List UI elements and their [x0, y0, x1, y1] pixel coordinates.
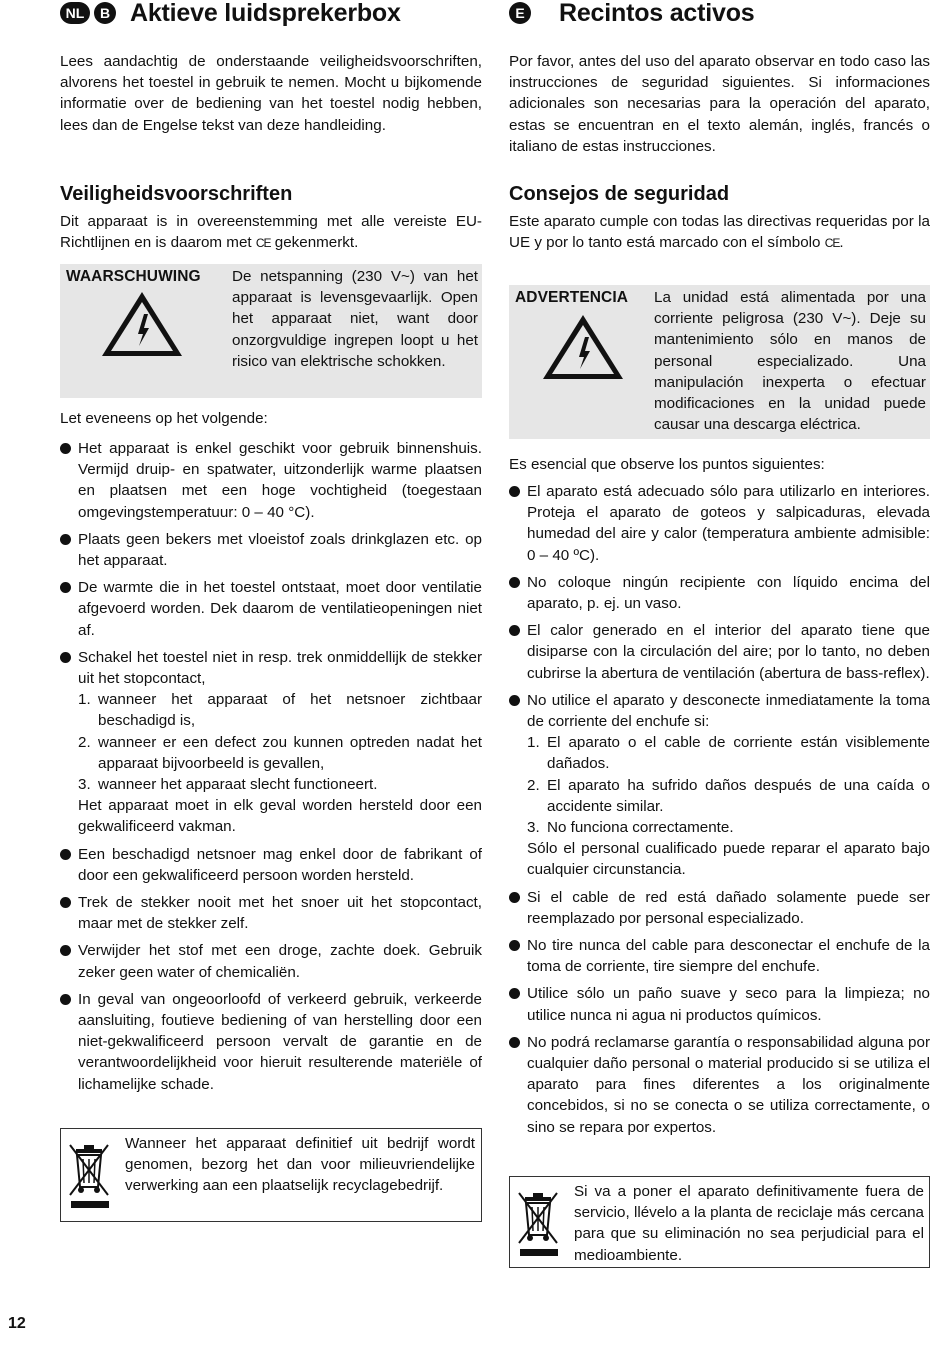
safety-list: [509, 481, 930, 1144]
list-item: Si el cable de red está dañado solamente puede ser reemplazado por personal especializado.: [509, 887, 930, 929]
list-item: In geval van ongeoorloofd of verkeerd gebruik, verkeerde aansluiting, foutieve bediening of van herstelling door een niet-gekwalificeerd persoon vervalt de garantie en de verantwoordelijkheid voor hieruit resulterende materiële of lichamelijke schade.: [60, 989, 482, 1095]
language-badge-e: E: [509, 2, 531, 24]
note-text: Es esencial que observe los puntos siguientes:: [509, 456, 825, 473]
high-voltage-warning-icon: [98, 288, 186, 360]
bullet-icon: [509, 940, 520, 951]
high-voltage-warning-icon: [539, 311, 627, 383]
list-item: De warmte die in het toestel ontstaat, moet door ventilatie afgevoerd worden. Dek daarom de ventilatieopeningen niet af.: [60, 577, 482, 641]
sub-list-item: 3. No funciona correctamente.: [527, 819, 734, 837]
list-item: Utilice sólo un paño suave y seco para la limpieza; no utilice nunca ni agua ni productos químicos.: [509, 983, 930, 1025]
bullet-icon: [60, 849, 71, 860]
warning-text: De netspanning (230 V~) van het apparaat is levensgevaarlijk. Open het apparaat niet, want door onzorgvuldige ingrepen loopt u het risico van elektrische schokken.: [232, 268, 478, 370]
list-item: Het apparaat is enkel geschikt voor gebruik binnenshuis. Vermijd druip- en spatwater, uitzonderlijk warme plaatsen en plaatsen met een hoge vochtigheid (toegestaan omgevingstemperatuur: 0 – 40 °C).: [60, 438, 482, 523]
sub-list-item: 2. wanneer er een defect zou kunnen optreden nadat het apparaat bijvoorbeeld is gevallen,: [78, 733, 482, 772]
list-item: Verwijder het stof met een droge, zachte doek. Gebruik zeker geen water of chemicaliën.: [60, 940, 482, 982]
sub-list-item: 3. wanneer het apparaat slecht functioneert.: [78, 776, 378, 794]
disposal-notice: [509, 1176, 930, 1268]
conformity-text: [60, 211, 482, 254]
sub-list-after: Sólo el personal cualificado puede reparar el aparato bajo cualquier circunstancia.: [527, 840, 930, 879]
intro-text: Por favor, antes del uso del aparato observar en todo caso las instrucciones de seguridad siguientes. Si informaciones adicionales son necesarias para la operación del aparato, estas se encuentran en el texto alemán, inglés, francés o italiano de estas instrucciones.: [509, 53, 930, 155]
conformity-end: .: [839, 234, 844, 252]
note-text: Let eveneens op het volgende:: [60, 410, 268, 427]
list-item: No tire nunca del cable para desconectar el enchufe de la toma de corriente, tire siempre del enchufe.: [509, 935, 930, 977]
sub-list: [527, 732, 930, 838]
warning-text: La unidad está alimentada por una corriente peligrosa (230 V~). Deje su mantenimiento sólo en manos de personal especializado. Una manipulación inexperta o efectuar modificaciones en la unidad puede causar una descarga eléctrica.: [654, 289, 926, 434]
warning-label: ADVERTENCIA: [515, 289, 629, 306]
sub-list-after: Het apparaat moet in elk geval worden hersteld door een gekwalificeerd vakman.: [78, 797, 482, 836]
bullet-icon: [509, 1037, 520, 1048]
list-item: Trek de stekker nooit met het snoer uit het stopcontact, maar met de stekker zelf.: [60, 892, 482, 934]
conformity-statement: Dit apparaat is in overeenstemming met alle vereiste EU-Richtlijnen en is daarom met: [60, 213, 482, 252]
section-header-dutch: [60, 0, 401, 26]
list-item: El aparato está adecuado sólo para utilizarlo en interiores. Proteja el aparato de goteos y salpicaduras, elevada humedad del aire y calor (temperatura ambiente admisible: 0 – 40 ºC).: [509, 481, 930, 566]
safety-list: [60, 438, 482, 1101]
section-header-spanish: [509, 0, 754, 26]
bullet-icon: [60, 945, 71, 956]
crossed-wheelie-bin-icon: [516, 1185, 562, 1263]
disposal-text: Wanneer het apparaat definitief uit bedrijf wordt genomen, bezorg het dan voor milieuvriendelijke verwerking aan een plaatselijk recyclagebedrijf.: [125, 1135, 475, 1195]
ce-mark: CE: [824, 236, 840, 251]
ce-mark: CE: [255, 236, 271, 251]
sub-list-item: 2. El aparato ha sufrido daños después de una caída o accidente similar.: [527, 776, 930, 815]
page-title-dutch: Aktieve luidsprekerbox: [130, 0, 401, 27]
list-item: Schakel het toestel niet in resp. trek onmiddellijk de stekker uit het stopcontact, 1. wanneer het apparaat of het netsnoer zichtbaar beschadigd is, 2. wanneer er een defect zou kunnen optreden nadat het apparaat bijvoorbeeld is gevallen, 3. wanneer het apparaat slecht functioneert. Het apparaat moet in elk geval worden hersteld door een gekwalificeerd vakman.: [60, 647, 482, 838]
list-item: Een beschadigd netsnoer mag enkel door de fabrikant of door een gekwalificeerd persoon worden hersteld.: [60, 844, 482, 886]
bullet-icon: [509, 988, 520, 999]
bullet-icon: [60, 994, 71, 1005]
bullet-icon: [60, 652, 71, 663]
list-item: Plaats geen bekers met vloeistof zoals drinkglazen etc. op het apparaat.: [60, 529, 482, 571]
list-item: El calor generado en el interior del aparato tiene que disiparse con la circulación del aire; por lo tanto, no deben cubrirse la abertura de ventilación (abertura de bass-reflex).: [509, 620, 930, 684]
bullet-icon: [60, 443, 71, 454]
bullet-icon: [509, 695, 520, 706]
bullet-icon: [60, 897, 71, 908]
bullet-icon: [509, 486, 520, 497]
conformity-statement: Este aparato cumple con todas las directivas requeridas por la UE y por lo tanto está marcado con el símbolo: [509, 213, 930, 252]
bullet-icon: [60, 534, 71, 545]
sub-list: [78, 689, 482, 795]
section-title: Consejos de seguridad: [509, 183, 730, 205]
list-item: No podrá reclamarse garantía o responsabilidad alguna por cualquier daño personal o material producido si se utiliza el aparato para fines diferentes a los originalmente concebidos, si no se conecta o se utiliza correctamente, o sino se repara por expertos.: [509, 1032, 930, 1138]
sub-list-item: 1. wanneer het apparaat of het netsnoer zichtbaar beschadigd is,: [78, 691, 482, 730]
list-item: No utilice el aparato y desconecte inmediatamente la toma de corriente del enchufe si: 1. El aparato o el cable de corriente están visiblemente dañados. 2. El aparato ha sufrido daños después de una caída o accidente similar. 3. No funciona correctamente. Sólo el personal cualificado puede reparar el aparato bajo cualquier circunstancia.: [509, 690, 930, 881]
warning-box: [509, 285, 930, 439]
intro-text: Lees aandachtig de onderstaande veiligheidsvoorschriften, alvorens het toestel in gebruik te nemen. Mocht u bijkomende informatie over de bediening van het toestel nodig hebben, lees dan de Engelse tekst van deze handleiding.: [60, 53, 482, 134]
conformity-end: gekenmerkt.: [274, 234, 359, 252]
page-title-spanish: Recintos activos: [559, 0, 755, 27]
language-badge-b: B: [94, 2, 116, 24]
bullet-icon: [509, 892, 520, 903]
disposal-notice: [60, 1128, 482, 1222]
list-item: No coloque ningún recipiente con líquido encima del aparato, p. ej. un vaso.: [509, 572, 930, 614]
crossed-wheelie-bin-icon: [67, 1137, 113, 1215]
conformity-text: [509, 211, 930, 254]
sub-list-item: 1. El aparato o el cable de corriente están visiblemente dañados.: [527, 734, 930, 773]
bullet-icon: [509, 577, 520, 588]
warning-label: WAARSCHUWING: [66, 268, 201, 285]
page-number: 12: [8, 1315, 26, 1332]
disposal-text: Si va a poner el aparato definitivamente fuera de servicio, llévelo a la planta de reciclaje más cercana para que su eliminación no sea perjudicial para el medioambiente.: [574, 1183, 924, 1264]
warning-box: [60, 264, 482, 398]
section-title: Veiligheidsvoorschriften: [60, 183, 293, 205]
bullet-icon: [60, 582, 71, 593]
language-badge-nl: NL: [60, 2, 90, 24]
bullet-icon: [509, 625, 520, 636]
